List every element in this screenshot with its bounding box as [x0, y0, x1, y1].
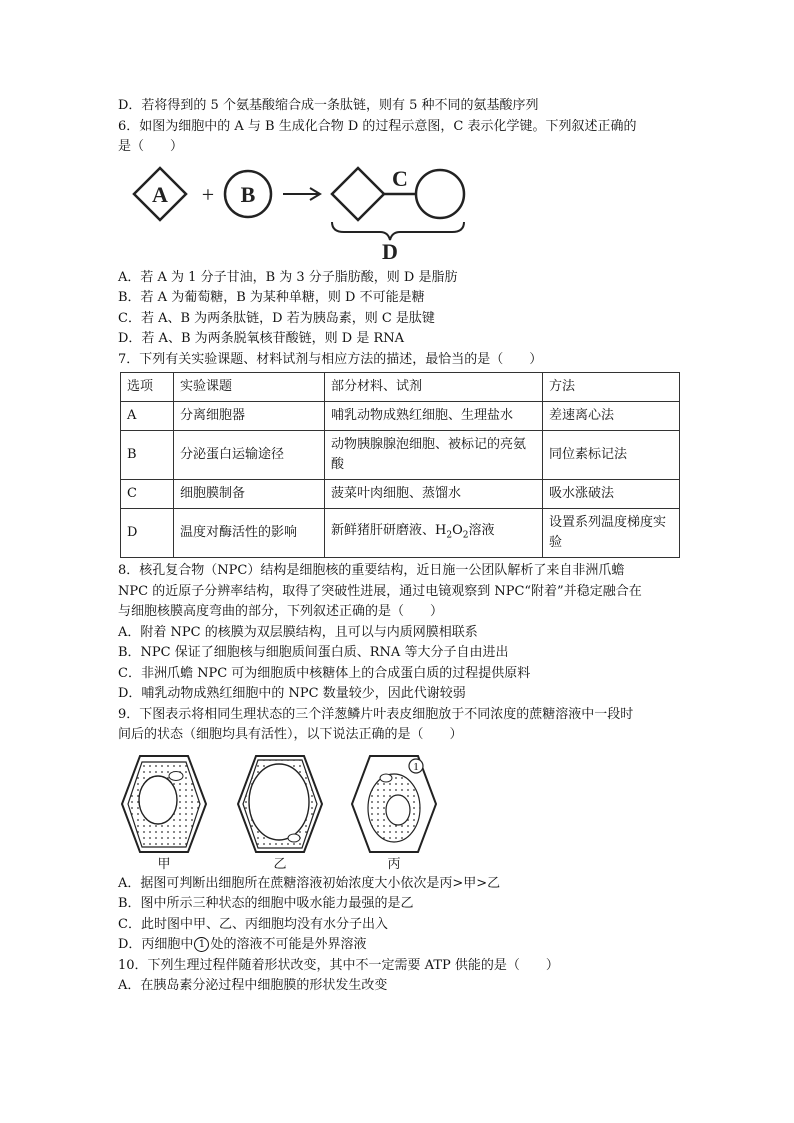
label-yi: 乙 — [273, 856, 287, 870]
diamond-a-label: A — [152, 181, 168, 207]
marker-1-label: 1 — [413, 760, 419, 773]
cell-bing — [352, 756, 436, 852]
q6-stem-line-2: 是（ ） — [118, 139, 184, 154]
q9-cells-figure — [118, 752, 684, 870]
table-cell: 差速离心法 — [543, 402, 680, 431]
q9-stem-line-1: 9．下图表示将相同生理状态的三个洋葱鳞片叶表皮细胞放于不同浓度的蔗糖溶液中一段时 — [118, 706, 634, 722]
product-diamond-shape — [332, 168, 384, 220]
circle-b-label: B — [240, 181, 256, 207]
table-header-cell: 选项 — [121, 373, 174, 402]
table-cell: 分泌蛋白运输途径 — [174, 431, 325, 480]
brace-shape — [332, 222, 464, 240]
table-cell: 动物胰腺腺泡细胞、被标记的亮氨酸 — [325, 431, 543, 480]
reagent-text: 新鲜猪肝研磨液、H — [331, 522, 447, 538]
table-cell: 设置系列温度梯度实验 — [543, 509, 680, 558]
table-cell: C — [121, 480, 174, 509]
table-cell: 菠菜叶肉细胞、蒸馏水 — [325, 480, 543, 509]
q8-option-d: D．哺乳动物成熟红细胞中的 NPC 数量较少，因此代谢较弱 — [118, 686, 466, 701]
q6-reaction-svg — [118, 164, 478, 262]
q9-option-b: B．图中所示三种状态的细胞中吸水能力最强的是乙 — [118, 896, 414, 911]
table-header-cell: 方法 — [543, 373, 680, 402]
q7-experiment-table — [120, 372, 680, 558]
q9-option-a: A．据图可判断出细胞所在蔗糖溶液初始浓度大小依次是丙>甲>乙 — [118, 875, 501, 891]
table-header-row — [121, 373, 680, 402]
cell-yi — [238, 756, 322, 852]
q8-stem-line-3: 与细胞核膜高度弯曲的部分，下列叙述正确的是（ ） — [118, 604, 444, 619]
q8-stem-line-2: NPC 的近原子分辨率结构，取得了突破性进展，通过电镜观察到 NPC“附着”并稳定融合在 — [118, 583, 642, 599]
q6-stem-line-1: 6．如图为细胞中的 A 与 B 生成化合物 D 的过程示意图，C 表示化学键。下列叙述正确的 — [118, 118, 637, 134]
table-cell: 细胞膜制备 — [174, 480, 325, 509]
q8-option-b: B．NPC 保证了细胞核与细胞质间蛋白质、RNA 等大分子自由进出 — [118, 645, 509, 660]
table-cell: 分离细胞器 — [174, 402, 325, 431]
q8-option-a: A．附着 NPC 的核膜为双层膜结构，且可以与内质网膜相联系 — [118, 624, 478, 640]
cell-jia — [122, 756, 206, 852]
product-label: D — [382, 238, 398, 262]
q10-stem: 10．下列生理过程伴随着形状改变，其中不一定需要 ATP 供能的是（ ） — [118, 957, 559, 973]
table-cell: 温度对酶活性的影响 — [174, 509, 325, 558]
q6-option-c: C．若 A、B 为两条肽链，D 若为胰岛素，则 C 是肽键 — [118, 310, 435, 326]
q9-option-d-post: 处的溶液不可能是外界溶液 — [210, 937, 367, 952]
q6-option-a: A．若 A 为 1 分子甘油，B 为 3 分子脂肪酸，则 D 是脂肪 — [118, 269, 458, 285]
reagent-o: O — [452, 522, 463, 538]
q9-option-d — [118, 935, 684, 956]
table-cell: 吸水涨破法 — [543, 480, 680, 509]
q6-option-b: B．若 A 为葡萄糖，B 为某种单糖，则 D 不可能是糖 — [118, 290, 425, 305]
q9-option-d-pre: D．丙细胞中 — [118, 937, 194, 952]
bond-label: C — [392, 165, 408, 191]
table-cell: 哺乳动物成熟红细胞、生理盐水 — [325, 402, 543, 431]
subscript-2: 2 — [446, 530, 453, 541]
table-cell — [325, 509, 543, 558]
q7-stem: 7．下列有关实验课题、材料试剂与相应方法的描述，最恰当的是（ ） — [118, 351, 543, 367]
q5-option-d: D．若将得到的 5 个氨基酸缩合成一条肽链，则有 5 种不同的氨基酸序列 — [118, 98, 539, 113]
q6-option-d: D．若 A、B 为两条脱氧核苷酸链，则 D 是 RNA — [118, 331, 405, 346]
table-cell: D — [121, 509, 174, 558]
circled-1-marker: 1 — [194, 937, 209, 952]
q8-option-c: C．非洲爪蟾 NPC 可为细胞质中核糖体上的合成蛋白质的过程提供原料 — [118, 665, 531, 681]
table-row — [121, 431, 680, 480]
reagent-tail: 溶液 — [468, 522, 495, 538]
table-cell: A — [121, 402, 174, 431]
table-row — [121, 402, 680, 431]
q9-cells-svg — [118, 752, 438, 870]
table-cell: 同位素标记法 — [543, 431, 680, 480]
table-row — [121, 509, 680, 558]
q6-reaction-figure — [118, 164, 684, 262]
q8-stem-line-1: 8．核孔复合物（NPC）结构是细胞核的重要结构，近日施一公团队解析了来自非洲爪蟾 — [118, 563, 625, 578]
subscript-2: 2 — [462, 530, 469, 541]
document-page — [118, 96, 684, 997]
table-header-cell: 实验课题 — [174, 373, 325, 402]
product-circle-shape — [416, 170, 464, 218]
label-bing: 丙 — [387, 856, 401, 870]
q9-option-c: C．此时图中甲、乙、丙细胞均没有水分子出入 — [118, 916, 388, 932]
q10-option-a: A．在胰岛素分泌过程中细胞膜的形状发生改变 — [118, 978, 388, 993]
table-cell: B — [121, 431, 174, 480]
table-header-cell: 部分材料、试剂 — [325, 373, 543, 402]
q9-stem-line-2: 间后的状态（细胞均具有活性），以下说法正确的是（ ） — [118, 727, 463, 742]
label-jia: 甲 — [157, 856, 171, 870]
table-row — [121, 480, 680, 509]
plus-sign: + — [201, 181, 215, 207]
